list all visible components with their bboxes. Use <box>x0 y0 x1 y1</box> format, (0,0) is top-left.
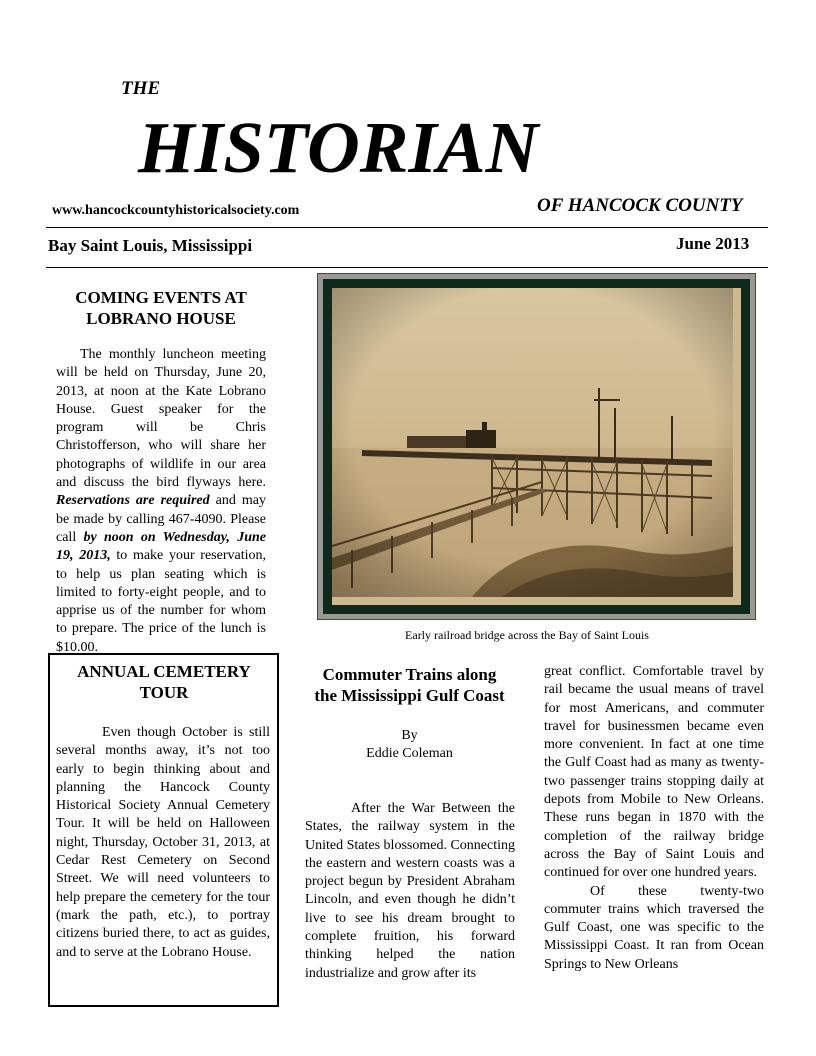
masthead-rule-bottom <box>46 267 768 268</box>
cemetery-body <box>56 724 270 962</box>
photo-mat <box>323 279 750 614</box>
photo-caption: Early railroad bridge across the Bay of Saint Louis <box>405 628 649 642</box>
masthead-the: THE <box>121 78 161 99</box>
cemetery-heading-line2: TOUR <box>139 683 189 702</box>
photo-frame <box>317 273 756 620</box>
railroad-bridge-illustration <box>332 288 733 597</box>
article-col3-paragraph-2: Of these twenty-two commuter trains which traversed the Gulf Coast, one was specific to the Mississippi Coast. It ran from Ocean Springs to New Orleans <box>544 883 764 972</box>
events-heading-line1: COMING EVENTS AT <box>75 288 247 307</box>
masthead-subtitle: OF HANCOCK COUNTY <box>537 195 743 216</box>
article-col3-paragraph-1: great conflict. Comfortable travel by rail became the usual means of travel for most Americans, and commuter travel for businessmen became even more convenient. In fact at one time the Gulf Coast had as many as twenty-two passenger trains stopping daily at depots from Mobile to New Orleans. These runs began in 1870 with the completion of the railway bridge across the Bay of Saint Louis and continued for over one hundred years. <box>544 664 764 881</box>
masthead-rule-top <box>46 227 768 228</box>
issue-place: Bay Saint Louis, Mississippi <box>48 236 253 255</box>
article-column-2 <box>305 800 515 983</box>
events-text-a: The monthly luncheon meeting will be held on Thursday, June 20, 2013, at noon at the Kate Lobrano House. Guest speaker for the program will be Chris Christofferson, who will share her photographs of wildlife in our area and discuss the bird flyways here. <box>56 347 266 491</box>
railroad-bridge-photo <box>332 288 741 605</box>
cemetery-heading <box>60 661 268 703</box>
events-heading-line2: LOBRANO HOUSE <box>86 309 236 328</box>
article-byline <box>302 727 517 763</box>
masthead-title: HISTORIAN <box>138 107 539 188</box>
events-body <box>56 346 266 657</box>
byline-author: Eddie Coleman <box>366 746 453 761</box>
issue-date: June 2013 <box>676 234 750 253</box>
reservations-required: Reservations are required <box>56 493 210 509</box>
article-heading-line2: the Mississippi Gulf Coast <box>314 686 505 705</box>
article-heading <box>302 664 517 706</box>
byline-by: By <box>401 728 418 743</box>
cemetery-text: Even though October is still several months away, it’s not too early to begin thinking about and planning the Hancock County Historical Society Annual Cemetery Tour. It will be held on Halloween night, Thursday, October 31, 2013, at Cedar Rest Cemetery on Second Street. We will need volunteers to help prepare the cemetery for the tour (mark the path, etc.), to portray citizens buried there, to act as guides, and to serve at the Lobrano House. <box>56 725 270 960</box>
article-col2-text: After the War Between the States, the railway system in the United States blossomed. Connecting the eastern and western coasts was a project begun by President Abraham Lincoln, and even though he didn’t live to see his dream brought to complete fruition, his forward thinking helped the nation industrialize and grow after its <box>305 801 515 981</box>
events-text-b: and may be made by calling 467-4090. Please call <box>56 493 266 545</box>
events-heading <box>56 287 266 329</box>
article-column-3 <box>544 663 764 974</box>
reservation-deadline: by noon on Wednesday, June 19, 2013, <box>56 529 266 564</box>
cemetery-heading-line1: ANNUAL CEMETERY <box>77 662 251 681</box>
website-url[interactable]: www.hancockcountyhistoricalsociety.com <box>52 203 300 218</box>
events-text-c: to make your reservation, to help us plan seating which is limited to forty-eight people, and to apprise us of the number for whom to prepare. The price of the lunch is $10.00. <box>56 548 266 655</box>
article-heading-line1: Commuter Trains along <box>322 665 497 684</box>
